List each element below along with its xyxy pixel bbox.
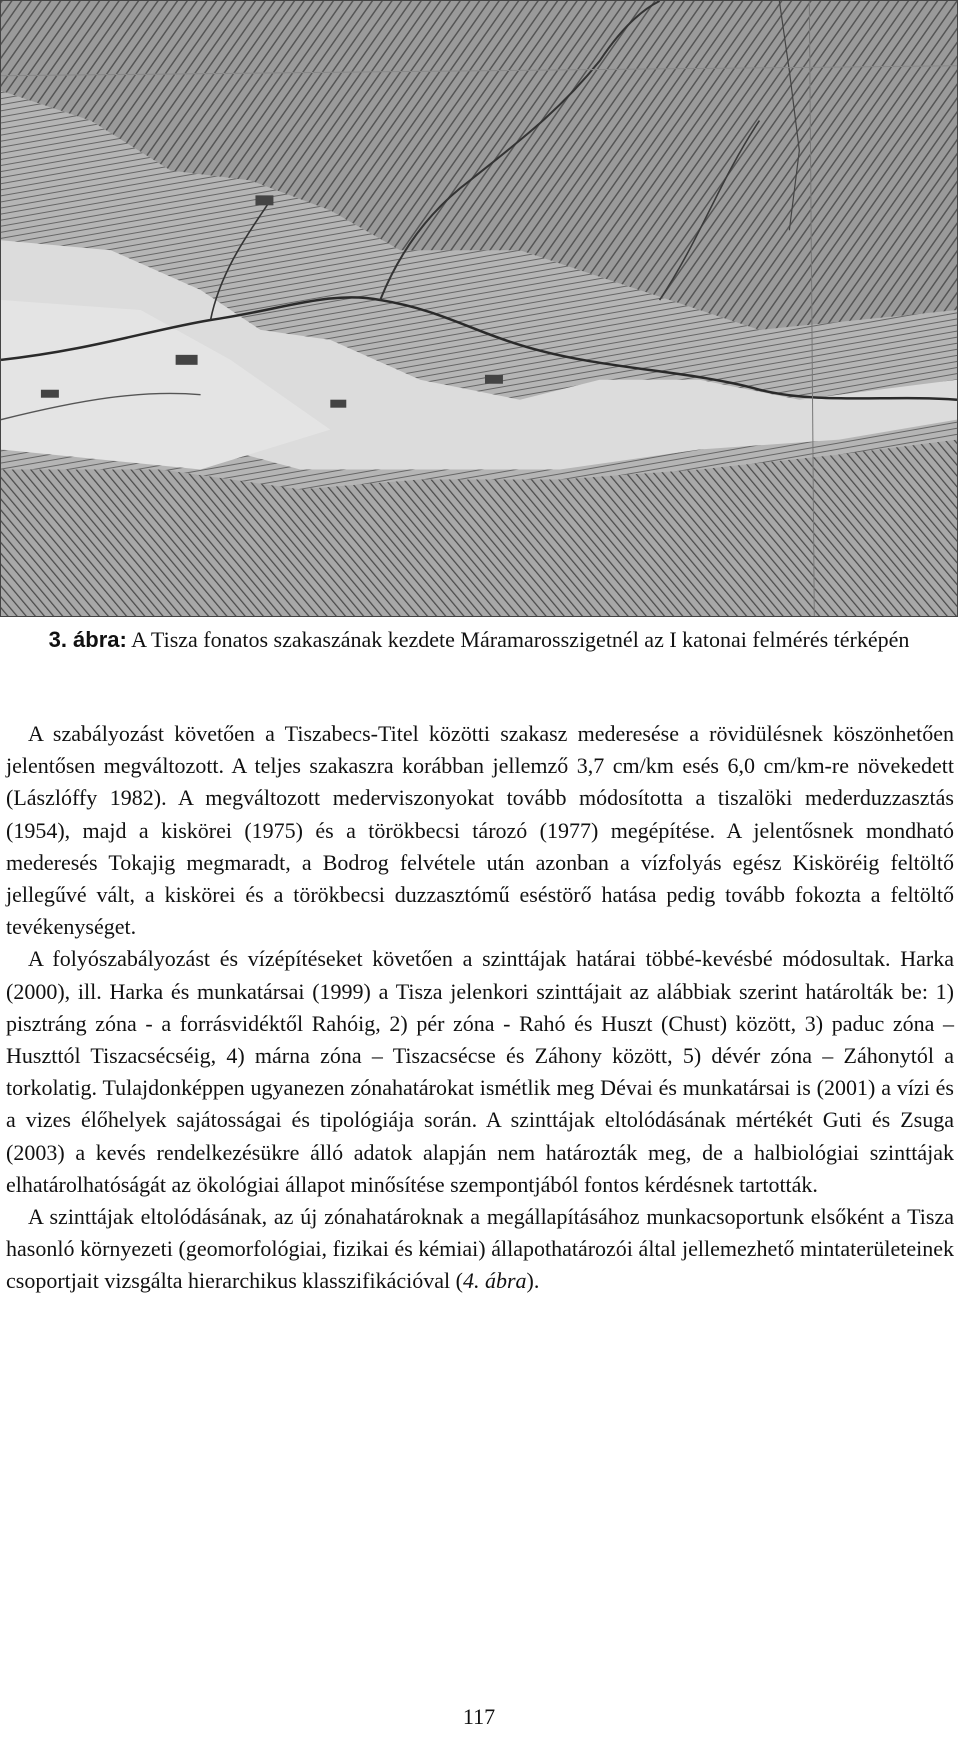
- page-number: 117: [462, 1704, 496, 1729]
- paragraph-text: A szinttájak eltolódásának, az új zónahatároknak a megállapításához munkacsoportunk elsőként a Tisza hasonló környezeti (geomorfológiai, fizikai és kémiai) állapothatározói által jellemezhető mintaterületeinek csoportjait vizsgálta hierarchikus klasszifikációval (: [6, 1204, 954, 1294]
- paragraph: A folyószabályozást és vízépítéseket követően a szinttájak határai többé-kevésbé módosultak. Harka (2000), ill. Harka és munkatársai (1999) a Tisza jelenkori szinttájait az alábbiak szerint határolták be: 1) pisztráng zóna - a forrásvidéktől Rahóig, 2) pér zóna - Rahó és Huszt (Chust) között, 3) paduc zóna – Huszttól Tiszacsécséig, 4) márna zóna – Tiszacsécse és Záhony között, 5) dévér zóna – Záhonytól a torkolatig. Tulajdonképpen ugyanezen zónahatárokat ismétlik meg Dévai és munkatársai is (2001) a vízi és a vizes élőhelyek sajátosságai és tipológiája során. A szinttájak eltolódásának mértékét Guti és Zsuga (2003) a kevés rendelkezésükre álló adatok alapján nem határozták meg, de a halbiológiai szinttájak elhatárolhatóságát az ökológiai állapot minősítése szempontjából fontos kérdésnek tartották.: [6, 946, 954, 1197]
- paragraph: [6, 1201, 954, 1298]
- figure-caption-text: A Tisza fonatos szakaszának kezdete Máramarosszigetnél az I katonai felmérés térképén: [126, 627, 910, 652]
- figure-reference: 4. ábra: [462, 1268, 527, 1294]
- figure-map: [0, 0, 958, 617]
- figure-caption-label: 3. ábra:: [48, 627, 127, 652]
- paragraph-end: ).: [526, 1268, 540, 1294]
- figure-caption: [0, 624, 958, 656]
- body-text: [6, 718, 954, 1298]
- paragraph: A szabályozást követően a Tiszabecs-Titel közötti szakasz mederesése a rövidülésnek köszönhetően jelentősen megváltozott. A teljes szakaszra korábban jellemző 3,7 cm/km esés 6,0 cm/km-re növekedett (Lászlóffy 1982). A megváltozott mederviszonyokat tovább módosította a tiszalöki mederduzzasztás (1954), majd a kiskörei (1975) és a törökbecsi tározó (1977) megépítése. A jelentősnek mondható mederesés Tokajig megmaradt, a Bodrog felvétele után azonban a vízfolyás egész Kisköréig feltöltő jellegűvé vált, a kiskörei és a törökbecsi duzzasztómű eséstörő hatása pedig tovább fokozta a feltöltő tevékenységet.: [6, 721, 954, 940]
- map-image: [1, 1, 957, 616]
